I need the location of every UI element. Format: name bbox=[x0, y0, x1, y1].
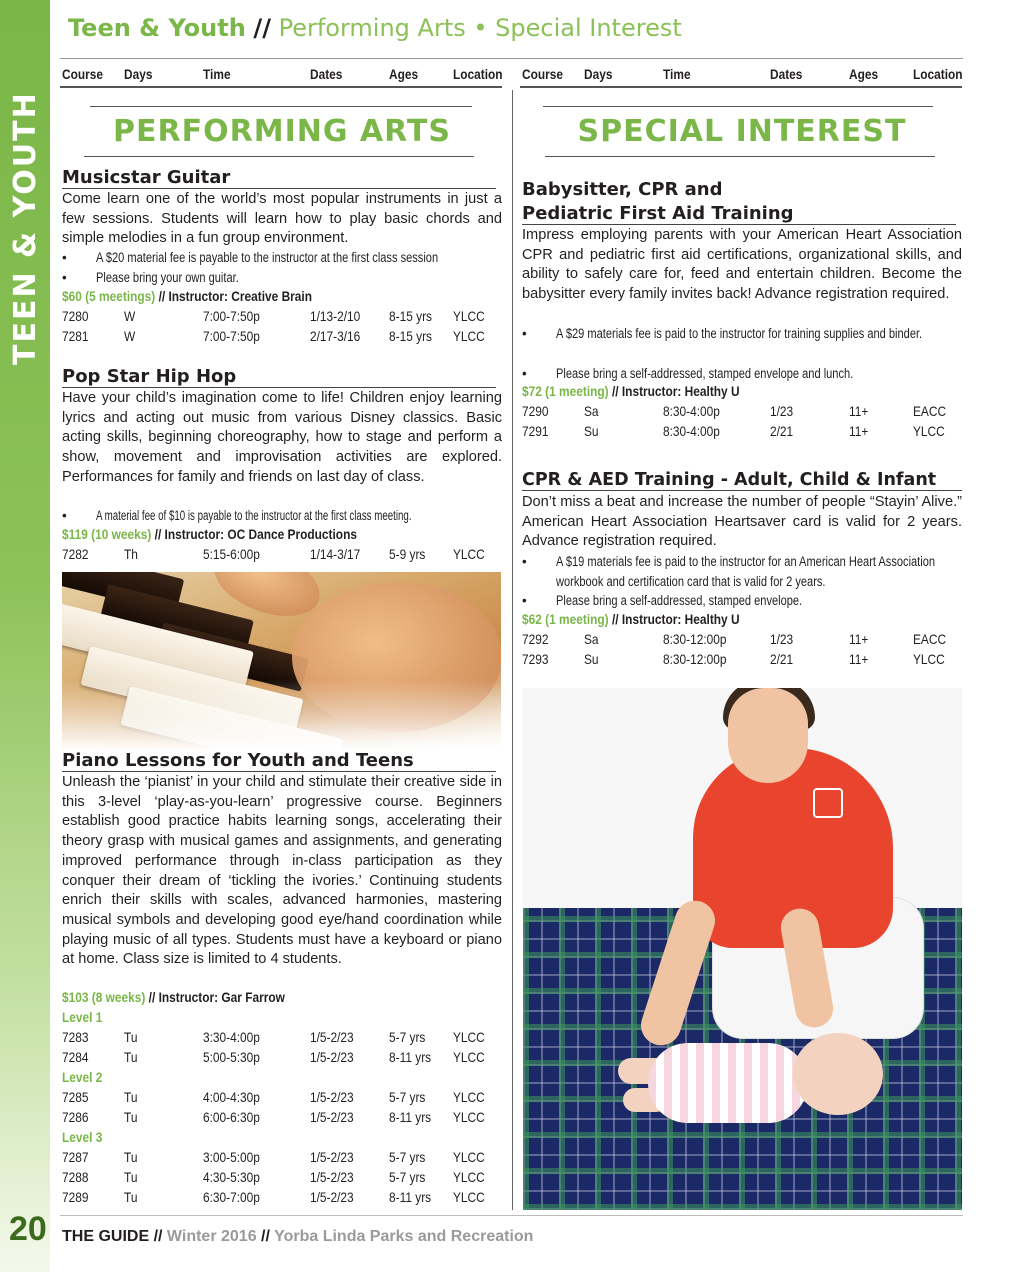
cell-time: 7:00-7:50p bbox=[203, 328, 260, 344]
cell-ages: 5-7 yrs bbox=[389, 1089, 426, 1105]
course-title-babysitter-line1: Babysitter, CPR and bbox=[522, 179, 723, 200]
cell-ages: 8-15 yrs bbox=[389, 308, 432, 324]
cell-time: 4:00-4:30p bbox=[203, 1089, 260, 1105]
cell-location: YLCC bbox=[453, 546, 485, 562]
cell-location: YLCC bbox=[453, 308, 485, 324]
table-row bbox=[62, 1149, 502, 1169]
column-header-right bbox=[522, 64, 962, 86]
cell-dates: 1/5-2/23 bbox=[310, 1029, 354, 1045]
cell-dates: 1/13-2/10 bbox=[310, 308, 361, 324]
piano-photo bbox=[62, 572, 501, 750]
cell-ages: 5-7 yrs bbox=[389, 1149, 426, 1165]
section-rule-bottom bbox=[545, 156, 935, 157]
cell-days: Su bbox=[584, 423, 599, 439]
table-row bbox=[62, 308, 502, 328]
course-note-text: A $19 materials fee is paid to the instructor for an American Heart Association workbook and certification card that is valid for 2 years. bbox=[556, 554, 936, 589]
table-row bbox=[62, 1189, 502, 1209]
cell-days: W bbox=[124, 308, 136, 324]
cell-course: 7292 bbox=[522, 631, 549, 647]
col-dates: Dates bbox=[310, 66, 343, 82]
cell-location: YLCC bbox=[913, 423, 945, 439]
cell-course: 7291 bbox=[522, 423, 549, 439]
table-row bbox=[62, 1049, 502, 1069]
course-title-piano-lessons: Piano Lessons for Youth and Teens bbox=[62, 750, 496, 772]
course-title-musicstar-guitar: Musicstar Guitar bbox=[62, 167, 496, 189]
course-description: Unleash the ‘pianist’ in your child and stimulate their creative side in this 3-level ‘play-as-you-learn’ progressive course. Beginners establish good practice habits learning songs, accelerating their theory grasp with musical games and assignments, and generating improved performance through in-class participation as they conquer their dream of ‘tickling the ivories.’ Continuing students enrich their skills with scales, advanced harmonies, mastering musical symbols and developing good eye/hand coordination while playing music of all types. Students must have a keyboard or piano at home. Class size is limited to 4 students. bbox=[62, 774, 502, 968]
course-fee-line bbox=[62, 526, 357, 542]
cell-time: 3:00-5:00p bbox=[203, 1149, 260, 1165]
footer-rule bbox=[60, 1215, 963, 1216]
course-description: Don’t miss a beat and increase the number of people “Stayin’ Alive.” American Heart Association Heartsaver card is valid for 2 years. Advance registration required. bbox=[522, 494, 962, 550]
column-header-rule-right bbox=[520, 86, 962, 88]
page-footer bbox=[62, 1228, 533, 1246]
section-heading-performing-arts: PERFORMING ARTS bbox=[113, 114, 451, 149]
cell-days: Sa bbox=[584, 631, 599, 647]
cell-course: 7285 bbox=[62, 1089, 89, 1105]
footer-org: Yorba Linda Parks and Recreation bbox=[274, 1228, 534, 1245]
page-header bbox=[68, 14, 682, 42]
cell-dates: 1/5-2/23 bbox=[310, 1149, 354, 1165]
cell-location: YLCC bbox=[453, 1049, 485, 1065]
bullet-dot: • bbox=[522, 554, 527, 569]
cell-dates: 1/5-2/23 bbox=[310, 1089, 354, 1105]
course-title-babysitter-line2: Pediatric First Aid Training bbox=[522, 203, 956, 225]
course-note-text: Please bring a self-addressed, stamped envelope and lunch. bbox=[556, 366, 854, 381]
footer-separator: // bbox=[153, 1228, 163, 1245]
cell-time: 7:00-7:50p bbox=[203, 308, 260, 324]
cell-ages: 8-11 yrs bbox=[389, 1109, 432, 1125]
course-description: Impress employing parents with your American Heart Association CPR and pediatric first aid certifications, organizational skills, and ability to safely care for, feed and entertain children. Become the babysitter every family invites back! Advance registration required. bbox=[522, 227, 962, 303]
cell-dates: 2/21 bbox=[770, 423, 794, 439]
cell-dates: 2/17-3/16 bbox=[310, 328, 361, 344]
cell-time: 6:30-7:00p bbox=[203, 1189, 260, 1205]
cell-days: Tu bbox=[124, 1189, 138, 1205]
cell-course: 7280 bbox=[62, 308, 89, 324]
course-note bbox=[522, 552, 962, 592]
cell-location: EACC bbox=[913, 403, 947, 419]
cell-ages: 11+ bbox=[849, 403, 869, 419]
photo-fade bbox=[62, 680, 501, 750]
cell-course: 7293 bbox=[522, 651, 549, 667]
cell-ages: 8-15 yrs bbox=[389, 328, 432, 344]
bullet-dot: • bbox=[522, 326, 527, 341]
medical-cross-icon bbox=[813, 788, 843, 818]
section-rule-top bbox=[90, 106, 472, 107]
cell-location: YLCC bbox=[453, 1189, 485, 1205]
course-fee-line bbox=[62, 989, 285, 1005]
cell-location: YLCC bbox=[913, 651, 945, 667]
cell-dates: 1/5-2/23 bbox=[310, 1109, 354, 1125]
col-time: Time bbox=[203, 66, 231, 82]
cell-dates: 1/5-2/23 bbox=[310, 1189, 354, 1205]
cell-dates: 1/23 bbox=[770, 631, 794, 647]
course-instructor: // Instructor: OC Dance Productions bbox=[154, 526, 357, 542]
cell-location: EACC bbox=[913, 631, 947, 647]
course-note-text: A material fee of $10 is payable to the instructor at the first class meeting. bbox=[96, 508, 412, 523]
col-course: Course bbox=[522, 66, 563, 82]
cell-location: YLCC bbox=[453, 1109, 485, 1125]
cell-days: Su bbox=[584, 651, 599, 667]
col-location: Location bbox=[453, 66, 503, 82]
bullet-dot: • bbox=[62, 508, 67, 523]
col-location: Location bbox=[913, 66, 963, 82]
table-row bbox=[522, 631, 962, 651]
column-header-rule-left bbox=[60, 86, 502, 88]
table-row bbox=[62, 328, 502, 348]
sidebar-band bbox=[0, 0, 50, 1272]
sidebar-label: TEEN & YOUTH bbox=[8, 91, 43, 365]
course-fee-line bbox=[522, 383, 740, 399]
cell-time: 3:30-4:00p bbox=[203, 1029, 260, 1045]
table-row bbox=[522, 403, 962, 423]
table-row bbox=[62, 1169, 502, 1189]
cpr-photo bbox=[523, 688, 962, 1210]
instructor-head bbox=[728, 688, 808, 783]
cell-location: YLCC bbox=[453, 1149, 485, 1165]
course-note-text: A $29 materials fee is paid to the instructor for training supplies and binder. bbox=[556, 326, 923, 341]
cell-days: Tu bbox=[124, 1029, 138, 1045]
course-note bbox=[522, 324, 962, 364]
cell-location: YLCC bbox=[453, 1029, 485, 1045]
column-header-left bbox=[62, 64, 502, 86]
course-instructor: // Instructor: Healthy U bbox=[611, 383, 740, 399]
cell-ages: 5-7 yrs bbox=[389, 1169, 426, 1185]
cell-days: Tu bbox=[124, 1109, 138, 1125]
table-row bbox=[62, 1109, 502, 1129]
col-days: Days bbox=[584, 66, 613, 82]
footer-separator: // bbox=[261, 1228, 270, 1245]
course-description: Come learn one of the world’s most popular instruments in just a few sessions. Students will learn how to play basic chords and simple melodies in a fun group environment. bbox=[62, 191, 502, 247]
column-divider bbox=[512, 90, 513, 1210]
course-title-cpr-aed: CPR & AED Training - Adult, Child & Infant bbox=[522, 470, 962, 491]
cell-location: YLCC bbox=[453, 1169, 485, 1185]
cell-course: 7286 bbox=[62, 1109, 89, 1125]
cell-ages: 5-9 yrs bbox=[389, 546, 426, 562]
cell-dates: 1/5-2/23 bbox=[310, 1169, 354, 1185]
infant-manikin-head bbox=[793, 1033, 883, 1115]
cell-course: 7282 bbox=[62, 546, 89, 562]
page-number: 20 bbox=[9, 1210, 47, 1248]
bullet-dot: • bbox=[62, 250, 67, 265]
cell-time: 4:30-5:30p bbox=[203, 1169, 260, 1185]
infant-manikin-body bbox=[648, 1043, 808, 1123]
header-subtitle: Performing Arts • Special Interest bbox=[278, 14, 682, 42]
cell-ages: 11+ bbox=[849, 651, 869, 667]
cell-dates: 1/5-2/23 bbox=[310, 1049, 354, 1065]
cell-ages: 11+ bbox=[849, 423, 869, 439]
cell-dates: 2/21 bbox=[770, 651, 794, 667]
header-title: Teen & Youth bbox=[68, 14, 246, 42]
bullet-dot: • bbox=[522, 366, 527, 381]
course-title-pop-star-hip-hop: Pop Star Hip Hop bbox=[62, 366, 496, 388]
col-time: Time bbox=[663, 66, 691, 82]
cell-course: 7284 bbox=[62, 1049, 89, 1065]
course-instructor: // Instructor: Gar Farrow bbox=[148, 989, 285, 1005]
bullet-dot: • bbox=[62, 270, 67, 285]
section-heading-special-interest: SPECIAL INTEREST bbox=[577, 114, 907, 149]
cell-course: 7283 bbox=[62, 1029, 89, 1045]
footer-guide: THE GUIDE bbox=[62, 1228, 150, 1245]
cell-course: 7288 bbox=[62, 1169, 89, 1185]
col-ages: Ages bbox=[849, 66, 879, 82]
cell-location: YLCC bbox=[453, 1089, 485, 1105]
table-row bbox=[62, 1089, 502, 1109]
level-label: Level 1 bbox=[62, 1009, 103, 1025]
course-note-text: A $20 material fee is payable to the instructor at the first class session bbox=[96, 250, 439, 265]
cell-ages: 8-11 yrs bbox=[389, 1189, 432, 1205]
course-fee: $60 (5 meetings) bbox=[62, 288, 156, 304]
cell-time: 8:30-12:00p bbox=[663, 651, 727, 667]
table-row bbox=[62, 1029, 502, 1049]
cell-days: Sa bbox=[584, 403, 599, 419]
cell-days: Tu bbox=[124, 1169, 138, 1185]
col-course: Course bbox=[62, 66, 103, 82]
cell-time: 8:30-12:00p bbox=[663, 631, 727, 647]
course-fee: $119 (10 weeks) bbox=[62, 526, 152, 542]
cell-days: Th bbox=[124, 546, 138, 562]
cell-location: YLCC bbox=[453, 328, 485, 344]
cell-dates: 1/14-3/17 bbox=[310, 546, 361, 562]
footer-season: Winter 2016 bbox=[166, 1228, 257, 1245]
cell-time: 6:00-6:30p bbox=[203, 1109, 260, 1125]
level-label: Level 2 bbox=[62, 1069, 103, 1085]
course-fee: $72 (1 meeting) bbox=[522, 383, 609, 399]
table-row bbox=[522, 423, 962, 443]
cell-course: 7287 bbox=[62, 1149, 89, 1165]
course-description: Have your child’s imagination come to life! Children enjoy learning lyrics and acting out music from various Disney classics. Basic acting skills, beginning choreography, how to stage and perform a show, movement and improvisation activities are explored. Performances for family and friends on last day of class. bbox=[62, 390, 502, 485]
cell-days: Tu bbox=[124, 1049, 138, 1065]
header-separator: // bbox=[253, 14, 271, 42]
course-fee: $103 (8 weeks) bbox=[62, 989, 146, 1005]
cell-time: 5:15-6:00p bbox=[203, 546, 260, 562]
table-row bbox=[62, 546, 502, 566]
course-fee: $62 (1 meeting) bbox=[522, 611, 609, 627]
level-label: Level 3 bbox=[62, 1129, 103, 1145]
cell-time: 8:30-4:00p bbox=[663, 403, 720, 419]
header-rule bbox=[60, 58, 963, 59]
section-rule-bottom bbox=[84, 156, 474, 157]
course-instructor: // Instructor: Creative Brain bbox=[158, 288, 312, 304]
cell-ages: 5-7 yrs bbox=[389, 1029, 426, 1045]
col-ages: Ages bbox=[389, 66, 419, 82]
course-fee-line bbox=[62, 288, 312, 304]
cell-dates: 1/23 bbox=[770, 403, 794, 419]
cell-course: 7281 bbox=[62, 328, 89, 344]
cell-time: 5:00-5:30p bbox=[203, 1049, 260, 1065]
cell-course: 7290 bbox=[522, 403, 549, 419]
section-rule-top bbox=[543, 106, 933, 107]
cell-days: Tu bbox=[124, 1089, 138, 1105]
bullet-dot: • bbox=[522, 593, 527, 608]
course-instructor: // Instructor: Healthy U bbox=[611, 611, 740, 627]
table-row bbox=[522, 651, 962, 671]
col-days: Days bbox=[124, 66, 153, 82]
cell-time: 8:30-4:00p bbox=[663, 423, 720, 439]
cell-ages: 8-11 yrs bbox=[389, 1049, 432, 1065]
col-dates: Dates bbox=[770, 66, 803, 82]
cell-days: W bbox=[124, 328, 136, 344]
cell-ages: 11+ bbox=[849, 631, 869, 647]
course-fee-line bbox=[522, 611, 740, 627]
course-note-text: Please bring a self-addressed, stamped envelope. bbox=[556, 593, 803, 608]
course-note-text: Please bring your own guitar. bbox=[96, 270, 239, 285]
cell-days: Tu bbox=[124, 1149, 138, 1165]
cell-course: 7289 bbox=[62, 1189, 89, 1205]
